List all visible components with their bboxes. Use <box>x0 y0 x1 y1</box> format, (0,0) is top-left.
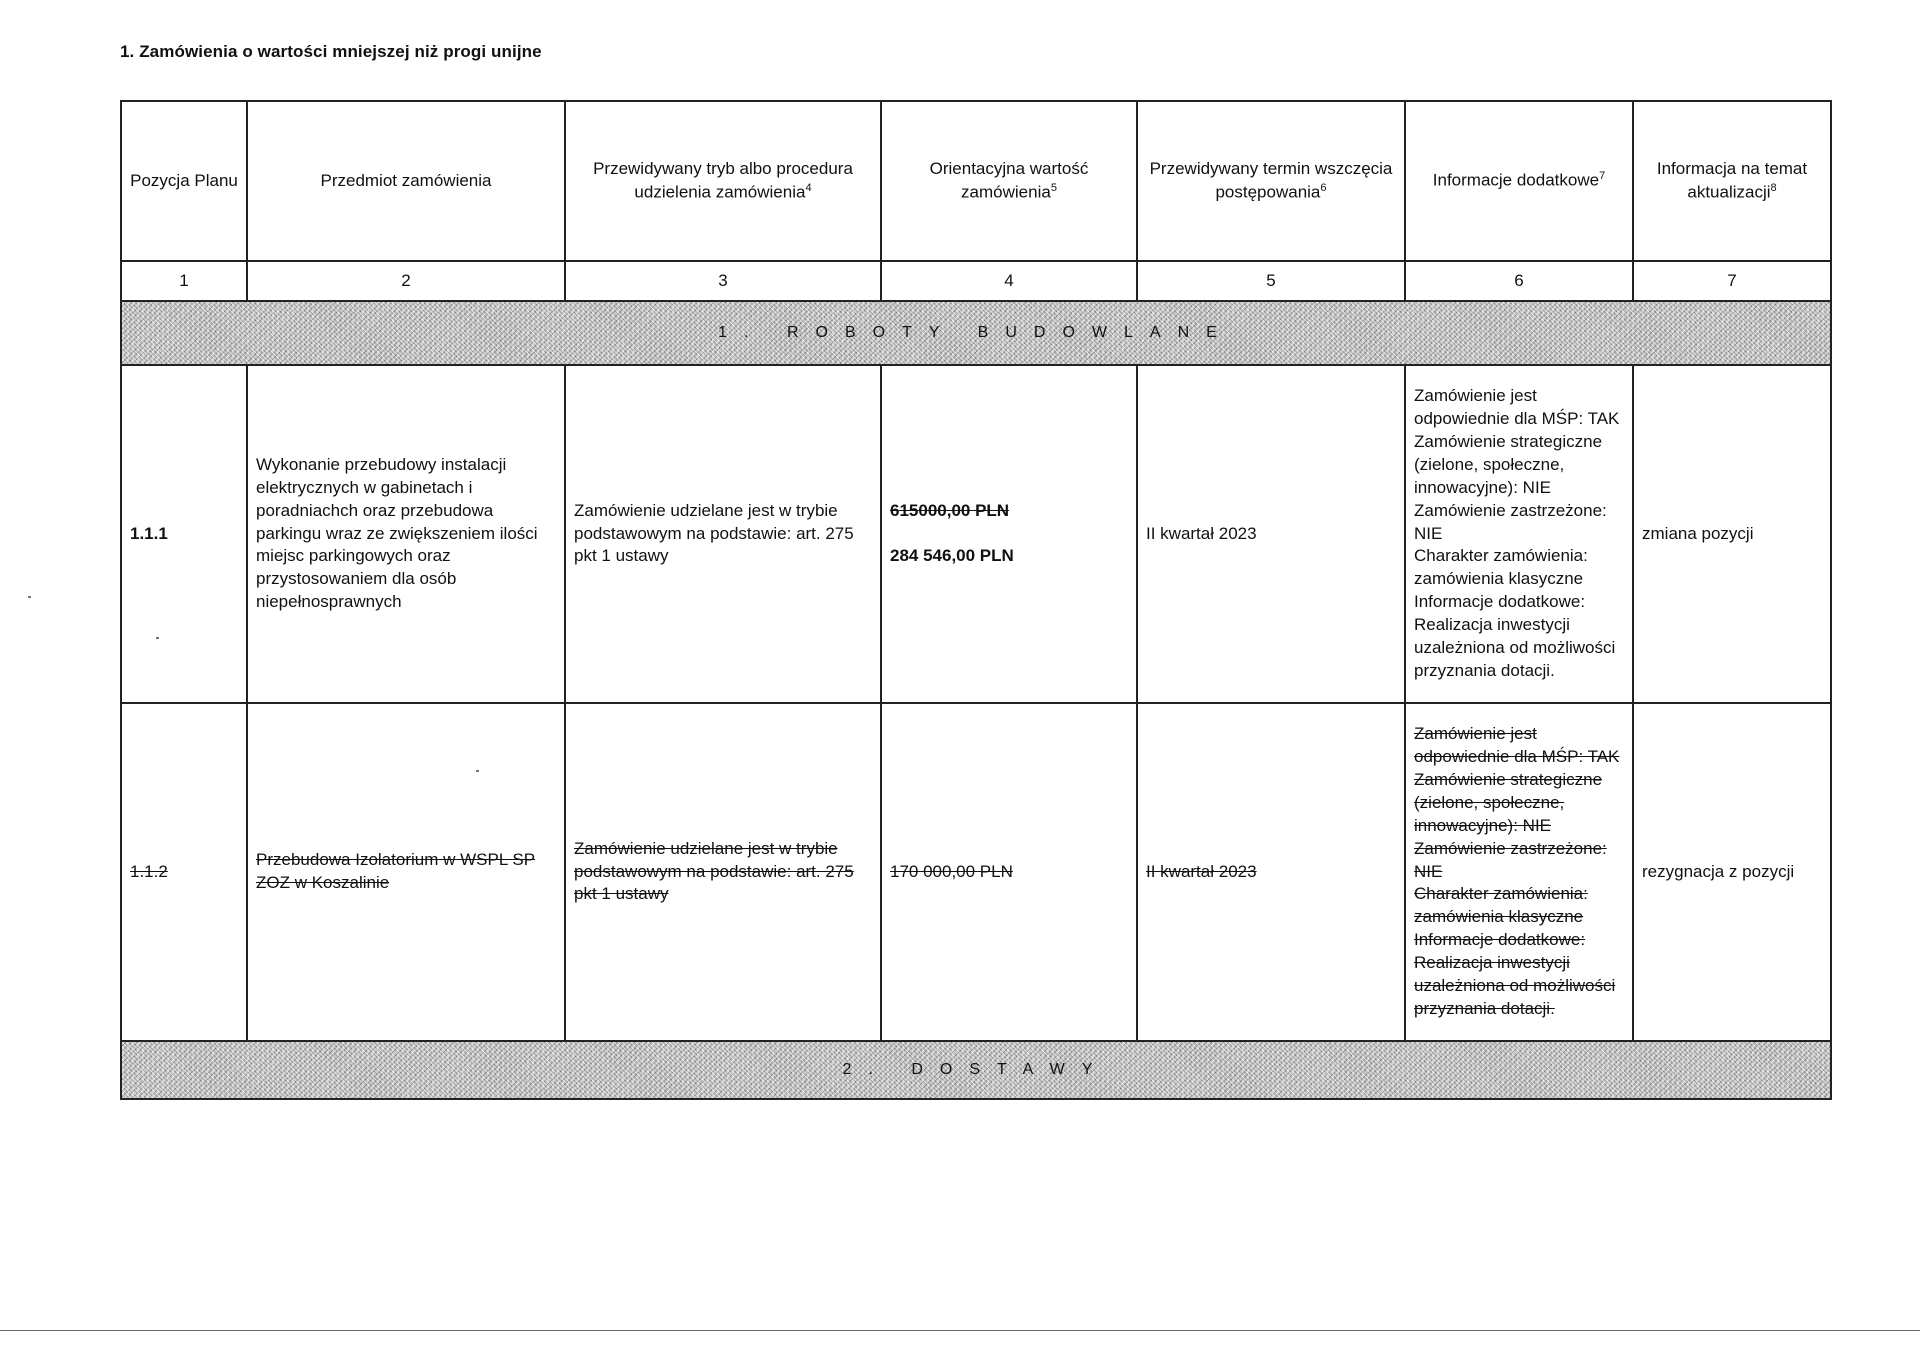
info-line: Informacje dodatkowe: Realizacja inwestycji uzależniona od możliwości przyznania dotacji. <box>1414 930 1616 1019</box>
column-number: 5 <box>1137 261 1405 301</box>
info-line: Informacje dodatkowe: Realizacja inwestycji uzależniona od możliwości przyznania dotacji. <box>1414 592 1616 681</box>
scan-speck <box>476 770 479 772</box>
column-header-procedure: Przewidywany tryb albo procedura udzielenia zamówienia$^4$ <box>565 101 881 261</box>
section-row-works <box>121 301 1831 365</box>
info-line: Zamówienie zastrzeżone: NIE <box>1414 838 1607 881</box>
column-header-subject: Przedmiot zamówienia <box>247 101 565 261</box>
procedure-cell: Zamówienie udzielane jest w trybie podstawowym na podstawie: art. 275 pkt 1 ustawy <box>565 365 881 703</box>
table-header-row <box>121 101 1831 261</box>
info-cell <box>1405 365 1633 703</box>
column-header-info: Informacje dodatkowe$^7$ <box>1405 101 1633 261</box>
info-line: Zamówienie jest odpowiednie dla MŚP: TAK <box>1414 385 1620 428</box>
info-line: Charakter zamówienia: zamówienia klasyczne <box>1414 884 1588 927</box>
old-value: 615000,00 PLN <box>890 501 1010 521</box>
column-header-term: Przewidywany termin wszczęcia postępowania$^6$ <box>1137 101 1405 261</box>
scan-speck <box>28 596 31 598</box>
term-cell: II kwartał 2023 <box>1137 703 1405 1041</box>
table-row <box>121 703 1831 1041</box>
position-cell: 1.1.2 <box>121 703 247 1041</box>
column-number: 4 <box>881 261 1137 301</box>
subject-cell: Wykonanie przebudowy instalacji elektrycznych w gabinetach i poradniachch oraz przebudowa parkingu wraz ze zwiększeniem ilości miejsc parkingowych oraz przystosowaniem dla osób niepełnosprawnych <box>247 365 565 703</box>
info-line: Charakter zamówienia: zamówienia klasyczne <box>1414 546 1588 589</box>
column-number: 7 <box>1633 261 1831 301</box>
info-line: Zamówienie strategiczne (zielone, społeczne, innowacyjne): NIE <box>1414 769 1603 835</box>
value-cell <box>881 365 1137 703</box>
info-line: Zamówienie zastrzeżone: NIE <box>1414 500 1607 543</box>
column-header-update: Informacja na temat aktualizacji$^8$ <box>1633 101 1831 261</box>
info-line: Zamówienie strategiczne (zielone, społeczne, innowacyjne): NIE <box>1414 431 1603 497</box>
value-cell: 170 000,00 PLN <box>881 703 1137 1041</box>
scan-speck <box>156 637 159 639</box>
column-numbers-row <box>121 261 1831 301</box>
section-row-supplies <box>121 1041 1831 1099</box>
table-row <box>121 365 1831 703</box>
procurement-plan-table <box>120 100 1832 1100</box>
section-title-supplies: 2. DOSTAWY <box>121 1041 1831 1099</box>
info-cell <box>1405 703 1633 1041</box>
column-number: 1 <box>121 261 247 301</box>
term-cell: II kwartał 2023 <box>1137 365 1405 703</box>
new-value: 284 546,00 PLN <box>890 546 1014 565</box>
position-cell: 1.1.1 <box>121 365 247 703</box>
column-number: 3 <box>565 261 881 301</box>
page-bottom-rule <box>0 1330 1920 1331</box>
column-number: 2 <box>247 261 565 301</box>
page-heading: 1. Zamówienia o wartości mniejszej niż progi unijne <box>120 42 542 61</box>
column-header-value: Orientacyjna wartość zamówienia$^5$ <box>881 101 1137 261</box>
info-line: Zamówienie jest odpowiednie dla MŚP: TAK <box>1414 723 1620 766</box>
section-title-works: 1. ROBOTY BUDOWLANE <box>121 301 1831 365</box>
procedure-cell: Zamówienie udzielane jest w trybie podstawowym na podstawie: art. 275 pkt 1 ustawy <box>565 703 881 1041</box>
update-cell: zmiana pozycji <box>1633 365 1831 703</box>
column-number: 6 <box>1405 261 1633 301</box>
subject-cell: Przebudowa Izolatorium w WSPL SP ZOZ w Koszalinie <box>247 703 565 1041</box>
update-cell: rezygnacja z pozycji <box>1633 703 1831 1041</box>
column-header-position: Pozycja Planu <box>121 101 247 261</box>
